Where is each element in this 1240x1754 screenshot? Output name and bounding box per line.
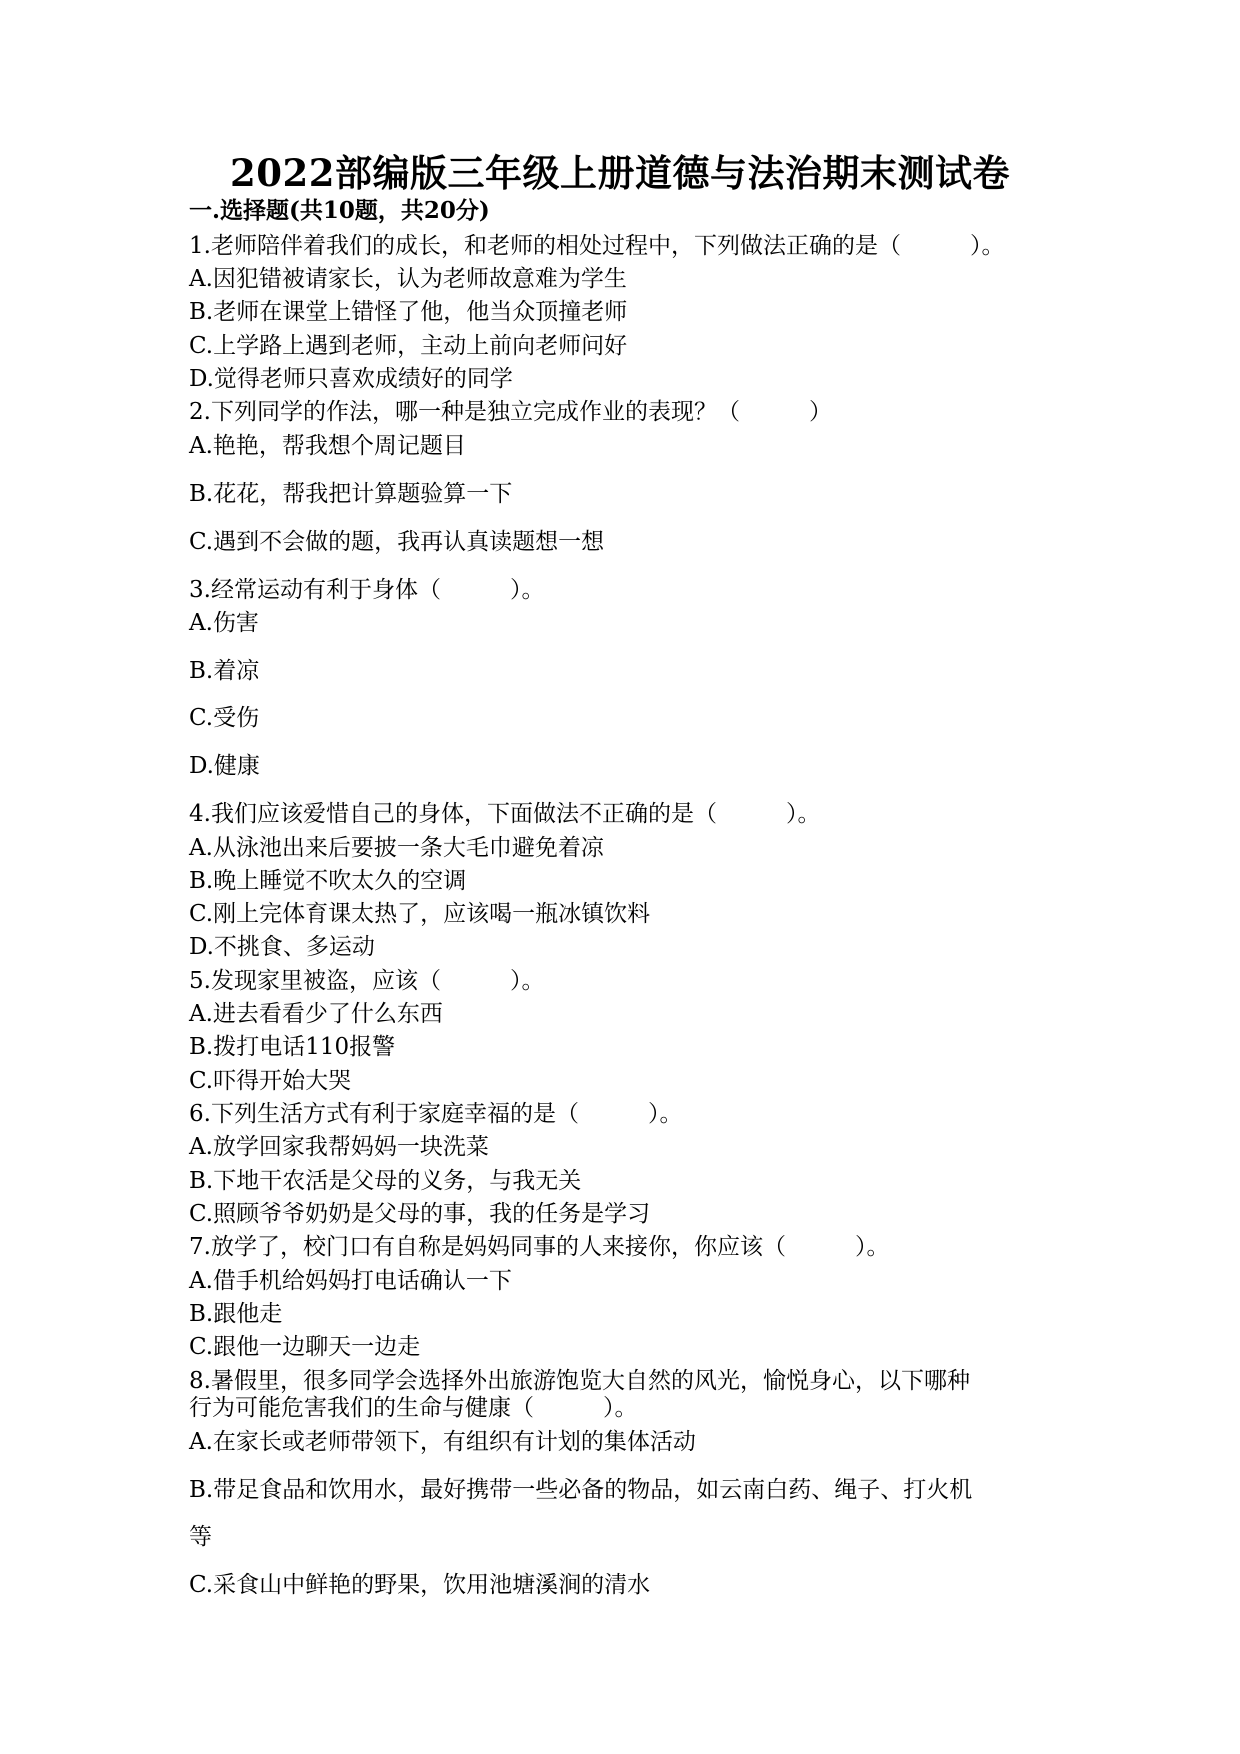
question-6-option-c: C.照顾爷爷奶奶是父母的事，我的任务是学习 [189, 1201, 651, 1227]
question-3-option-d: D.健康 [189, 753, 260, 779]
question-8-stem-continued: 行为可能危害我们的生命与健康（ ）。 [189, 1395, 638, 1421]
question-5-stem: 5.发现家里被盗，应该（ ）。 [189, 968, 545, 994]
question-3-option-a: A.伤害 [189, 610, 259, 636]
question-3-option-c: C.受伤 [189, 705, 260, 731]
question-7-stem: 7.放学了，校门口有自称是妈妈同事的人来接你，你应该（ ）。 [189, 1234, 890, 1260]
question-4-option-c: C.刚上完体育课太热了，应该喝一瓶冰镇饮料 [189, 901, 651, 927]
question-8-stem: 8.暑假里，很多同学会选择外出旅游饱览大自然的风光，愉悦身心，以下哪种 [189, 1368, 970, 1394]
question-8-option-a: A.在家长或老师带领下，有组织有计划的集体活动 [189, 1429, 696, 1455]
question-2-stem: 2.下列同学的作法，哪一种是独立完成作业的表现？（ ） [189, 399, 832, 425]
question-5-option-a: A.进去看看少了什么东西 [189, 1001, 443, 1027]
exam-title: 2022部编版三年级上册道德与法治期末测试卷 [230, 151, 1010, 195]
question-5-option-c: C.吓得开始大哭 [189, 1068, 352, 1094]
question-2-option-c: C.遇到不会做的题，我再认真读题想一想 [189, 529, 605, 555]
question-6-option-b: B.下地干农活是父母的义务，与我无关 [189, 1168, 582, 1194]
question-2-option-a: A.艳艳，帮我想个周记题目 [189, 433, 466, 459]
question-1-option-b: B.老师在课堂上错怪了他，他当众顶撞老师 [189, 299, 628, 325]
question-7-option-a: A.借手机给妈妈打电话确认一下 [189, 1268, 512, 1294]
question-1-option-d: D.觉得老师只喜欢成绩好的同学 [189, 366, 513, 392]
question-7-option-b: B.跟他走 [189, 1301, 283, 1327]
question-3-stem: 3.经常运动有利于身体（ ）。 [189, 577, 545, 603]
question-4-stem: 4.我们应该爱惜自己的身体，下面做法不正确的是（ ）。 [189, 801, 821, 827]
question-4-option-a: A.从泳池出来后要披一条大毛巾避免着凉 [189, 835, 604, 861]
question-8-option-b-continued: 等 [189, 1524, 212, 1550]
question-1-option-c: C.上学路上遇到老师，主动上前向老师问好 [189, 333, 628, 359]
question-8-option-c: C.采食山中鲜艳的野果，饮用池塘溪涧的清水 [189, 1572, 651, 1598]
question-2-option-b: B.花花，帮我把计算题验算一下 [189, 481, 513, 507]
question-4-option-d: D.不挑食、多运动 [189, 934, 375, 960]
question-6-option-a: A.放学回家我帮妈妈一块洗菜 [189, 1134, 489, 1160]
question-8-option-b: B.带足食品和饮用水，最好携带一些必备的物品，如云南白药、绳子、打火机 [189, 1477, 973, 1503]
section-heading: 一.选择题(共10题，共20分) [189, 197, 490, 224]
question-5-option-b: B.拨打电话110报警 [189, 1034, 396, 1060]
question-1-stem: 1.老师陪伴着我们的成长，和老师的相处过程中，下列做法正确的是（ ）。 [189, 233, 1005, 259]
question-3-option-b: B.着凉 [189, 658, 260, 684]
question-6-stem: 6.下列生活方式有利于家庭幸福的是（ ）。 [189, 1101, 683, 1127]
question-1-option-a: A.因犯错被请家长，认为老师故意难为学生 [189, 266, 627, 292]
question-7-option-c: C.跟他一边聊天一边走 [189, 1334, 421, 1360]
question-4-option-b: B.晚上睡觉不吹太久的空调 [189, 868, 467, 894]
